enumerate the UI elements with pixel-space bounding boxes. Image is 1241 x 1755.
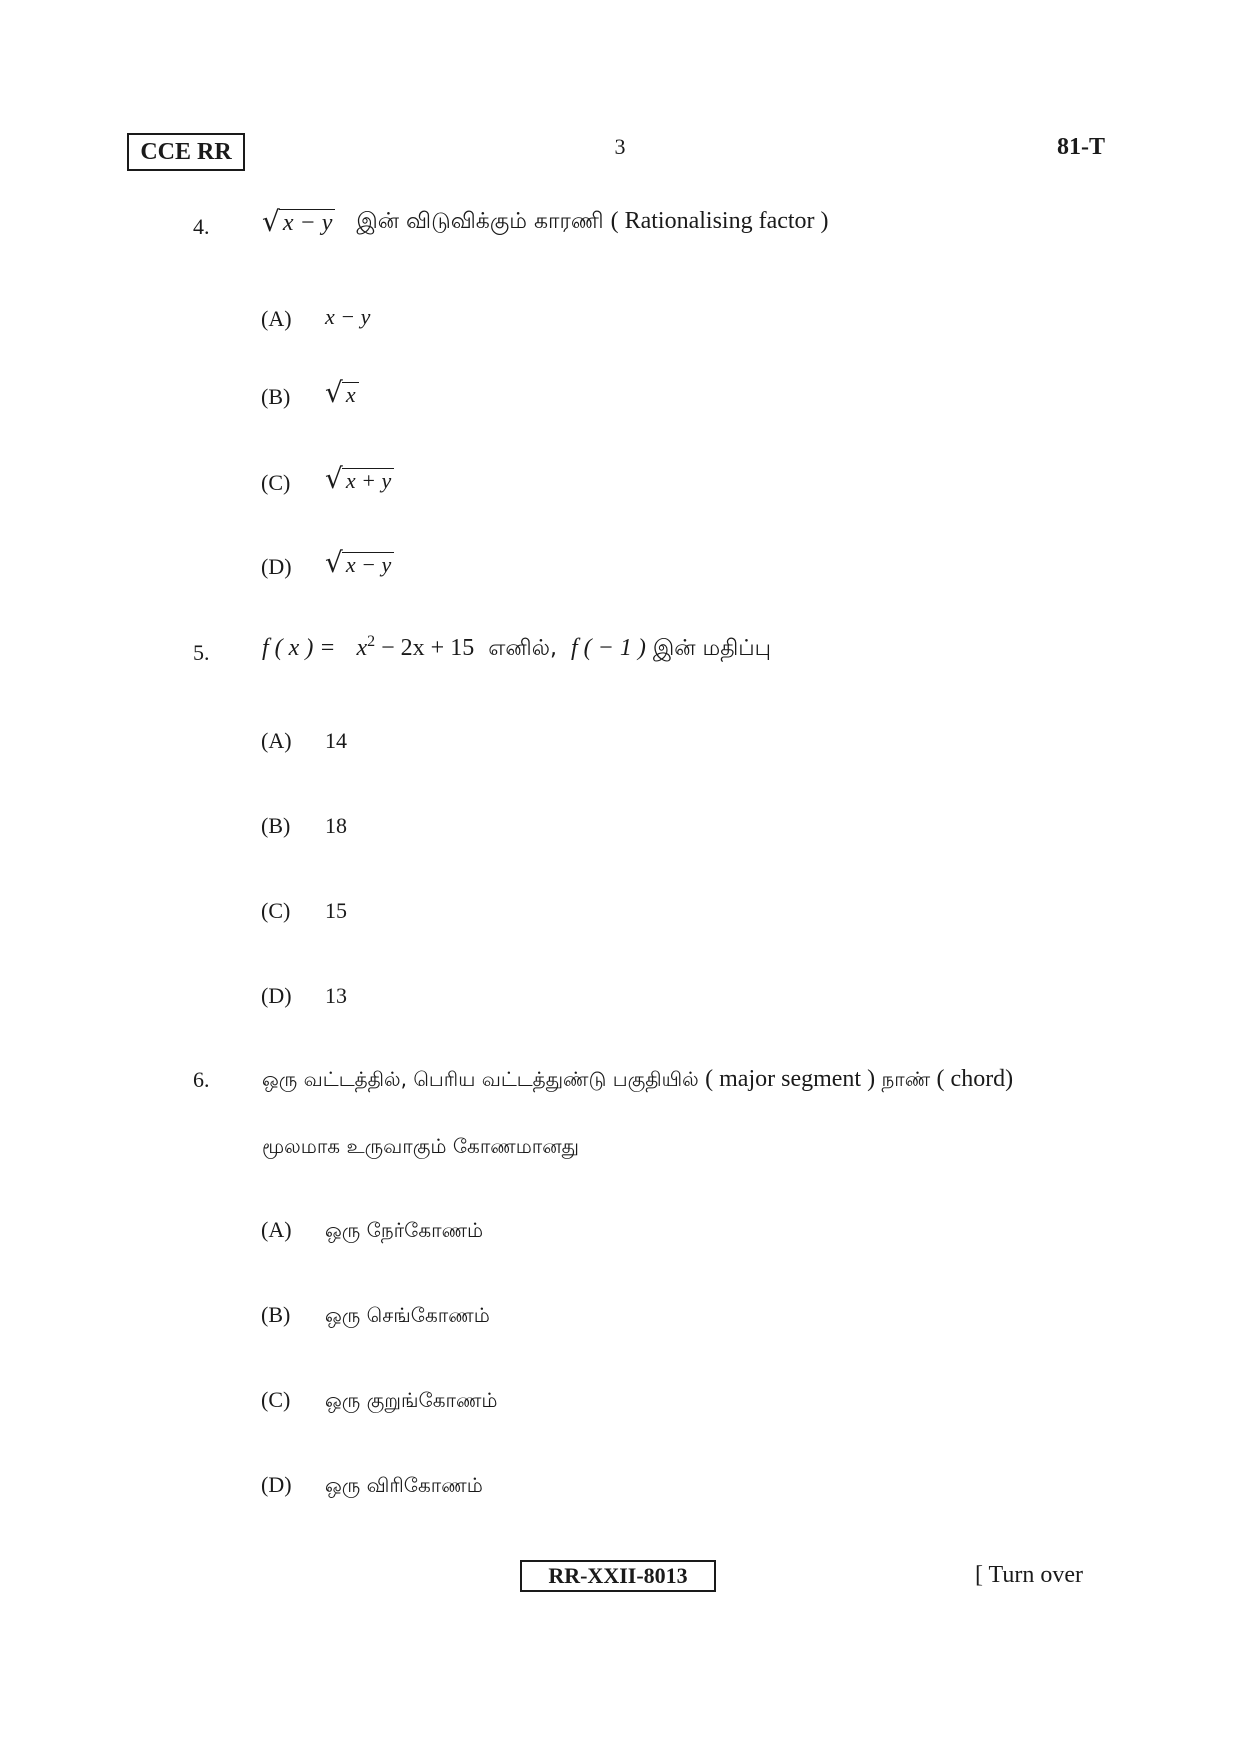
radical-sign-icon: √ xyxy=(262,205,280,238)
q6-option-a-letter: (A) xyxy=(261,1217,292,1242)
question-5-text xyxy=(262,633,771,664)
q4-option-d-letter: (D) xyxy=(261,554,292,579)
q4-option-b-value xyxy=(325,375,359,409)
footer-code-text: RR-XXII-8013 xyxy=(548,1563,688,1588)
radical-sign-icon: √ xyxy=(325,461,343,495)
question-5-poly xyxy=(356,635,474,661)
question-6-tamil-b: நாண் xyxy=(881,1067,931,1091)
q4-option-c-letter: (C) xyxy=(261,470,291,495)
q4-option-a-value: x − y xyxy=(325,304,371,329)
q6-option-b-letter: (B) xyxy=(261,1302,291,1327)
q5-option-d-letter: (D) xyxy=(261,983,292,1008)
q5-option-a-letter: (A) xyxy=(261,728,292,753)
radical-sign-icon: √ xyxy=(325,375,343,409)
question-6-line-2: மூலமாக உருவாகும் கோணமானது xyxy=(262,1134,579,1158)
question-5-tamil-2: இன் மதிப்பு xyxy=(652,636,772,661)
q4-option-b-radicand: x xyxy=(342,382,359,407)
q6-option-c-value: ஒரு குறுங்கோணம் xyxy=(325,1388,498,1412)
footer-code-box xyxy=(520,1560,716,1592)
sqrt-expression xyxy=(262,205,335,238)
q6-option-c-letter: (C) xyxy=(261,1387,291,1412)
poly-x: x xyxy=(356,635,368,661)
q6-option-d-value: ஒரு விரிகோணம் xyxy=(325,1473,483,1497)
turn-over-label: [ Turn over xyxy=(975,1562,1084,1588)
question-6-line-1 xyxy=(262,1066,1013,1094)
header-code-box xyxy=(127,133,245,171)
q6-option-a-value: ஒரு நேர்கோணம் xyxy=(325,1218,484,1242)
question-6-english-a: ( major segment ) xyxy=(705,1066,876,1092)
q4-option-d-radicand: x − y xyxy=(342,552,394,577)
q5-option-a-value: 14 xyxy=(325,728,347,753)
paper-code: 81-T xyxy=(1057,134,1105,160)
q4-option-a-letter: (A) xyxy=(261,306,292,331)
q5-option-c-value: 15 xyxy=(325,898,347,923)
radical-sign-icon: √ xyxy=(325,545,343,579)
question-5-tamil-1: எனில், xyxy=(488,636,557,661)
radicand: x − y xyxy=(279,209,336,236)
q4-option-c-radicand: x + y xyxy=(342,468,394,493)
header-code-text: CCE RR xyxy=(140,139,232,165)
question-5-fneg: f ( − 1 ) xyxy=(570,635,646,661)
q5-option-b-letter: (B) xyxy=(261,813,291,838)
q5-option-b-value: 18 xyxy=(325,813,347,838)
q5-option-d-value: 13 xyxy=(325,983,347,1008)
question-4-number: 4. xyxy=(193,214,210,239)
q4-option-d-value xyxy=(325,545,394,579)
q4-option-c-value xyxy=(325,461,394,495)
question-6-tamil-a: ஒரு வட்டத்தில், பெரிய வட்டத்துண்டு பகுதியில் xyxy=(262,1067,699,1091)
page-number: 3 xyxy=(614,134,626,159)
question-6-english-b: ( chord) xyxy=(936,1066,1014,1092)
question-4-text xyxy=(262,205,829,238)
question-6-number: 6. xyxy=(193,1067,210,1092)
question-5-lhs: f ( x ) = xyxy=(262,635,336,661)
q5-option-c-letter: (C) xyxy=(261,898,291,923)
q4-option-b-letter: (B) xyxy=(261,384,291,409)
question-5-number: 5. xyxy=(193,640,210,665)
question-4-english: ( Rationalising factor ) xyxy=(610,208,829,234)
q6-option-d-letter: (D) xyxy=(261,1472,292,1497)
poly-rest: − 2x + 15 xyxy=(375,635,475,661)
poly-exponent: 2 xyxy=(367,633,376,650)
q6-option-b-value: ஒரு செங்கோணம் xyxy=(325,1303,490,1327)
question-4-tamil: இன் விடுவிக்கும் காரணி xyxy=(356,209,604,234)
